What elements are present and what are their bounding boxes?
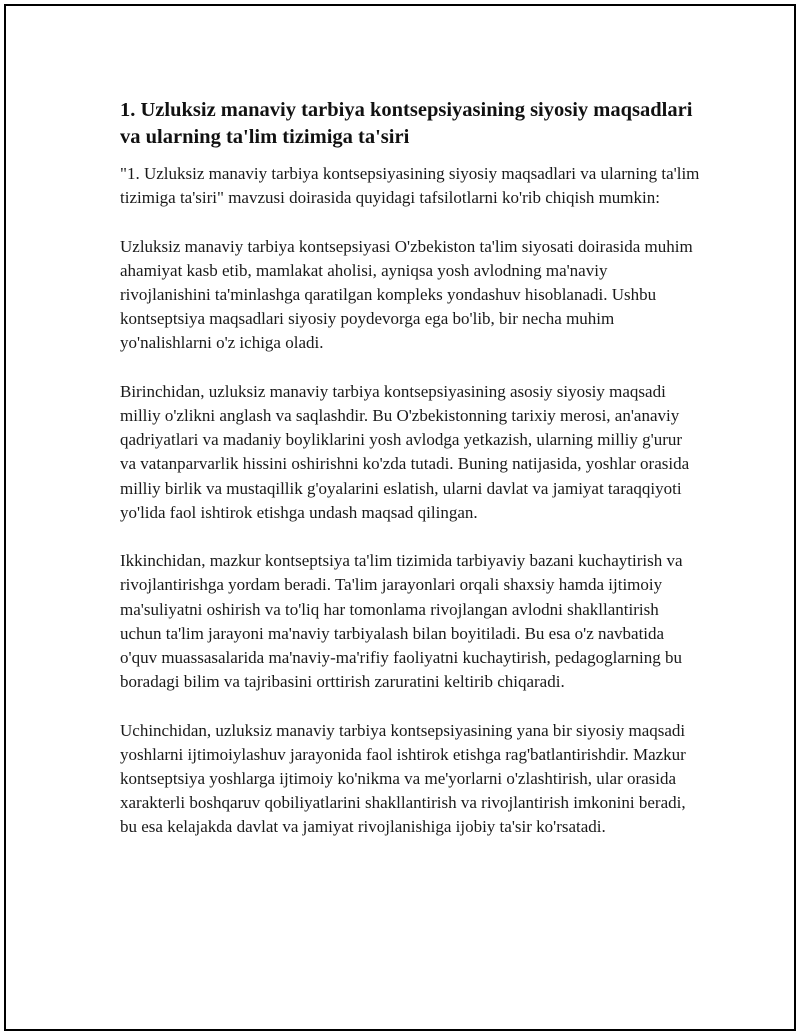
paragraph-first-goal: Birinchidan, uzluksiz manaviy tarbiya kontsepsiyasining asosiy siyosiy maqsadi milliy o'zlikni anglash va saqlashdir. Bu O'zbekistonning tarixiy merosi, an'anaviy qadriyatlari va madaniy boyliklarini yosh avlodga yetkazish, ularning milliy g'urur va vatanparvarlik hissini oshirishni ko'zda tutadi. Buning natijasida, yoshlar orasida milliy birlik va mustaqillik g'oyalarini eslatish, ularni davlat va jamiyat taraqqiyoti yo'lida faol ishtirok etishga undash maqsad qilingan.: [120, 381, 690, 522]
document-title: 1. Uzluksiz manaviy tarbiya kontsepsiyasining siyosiy maqsadlari va ularning ta'lim tizimiga ta'siri: [120, 99, 693, 148]
page-frame: [4, 4, 796, 1031]
paragraph-overview: Uzluksiz manaviy tarbiya kontsepsiyasi O'zbekiston ta'lim siyosati doirasida muhim ahamiyat kasb etib, mamlakat aholisi, ayniqsa yosh avlodning ma'naviy rivojlanishini ta'minlashga qaratilgan kompleks yondashuv hisoblanadi. Ushbu kontseptsiya maqsadlari siyosiy poydevorga ega bo'lib, bir necha muhim yo'nalishlarni o'z ichiga oladi.: [120, 236, 693, 353]
paragraph-intro: "1. Uzluksiz manaviy tarbiya kontsepsiyasining siyosiy maqsadlari va ularning ta'lim tizimiga ta'siri" mavzusi doirasida quyidagi tafsilotlarni ko'rib chiqish mumkin:: [120, 164, 700, 208]
document-body: [120, 97, 700, 840]
paragraph-second-goal: Ikkinchidan, mazkur kontseptsiya ta'lim tizimida tarbiyaviy bazani kuchaytirish va rivojlantirishga yordam beradi. Ta'lim jarayonlari orqali shaxsiy hamda ijtimoiy ma'suliyatni oshirish va to'liq har tomonlama rivojlangan avlodni shakllantirish uchun ta'lim jarayoni ma'naviy tarbiyalash bilan boyitiladi. Bu esa o'z navbatida o'quv muassasalarida ma'naviy-ma'rifiy faoliyatni kuchaytirish, pedagoglarning bu boradagi bilim va tajribasini orttirish zaruratini keltirib chiqaradi.: [120, 551, 683, 692]
paragraph-third-goal: Uchinchidan, uzluksiz manaviy tarbiya kontsepsiyasining yana bir siyosiy maqsadi yoshlarni ijtimoiylashuv jarayonida faol ishtirok etishga rag'batlantirishdir. Mazkur kontseptsiya yoshlarga ijtimoiy ko'nikma va me'yorlarni o'zlashtirish, ular orasida xarakterli boshqaruv qobiliyatlarini shakllantirish va rivojlantirish imkonini beradi, bu esa kelajakda davlat va jamiyat rivojlanishiga ijobiy ta'sir ko'rsatadi.: [120, 720, 686, 837]
